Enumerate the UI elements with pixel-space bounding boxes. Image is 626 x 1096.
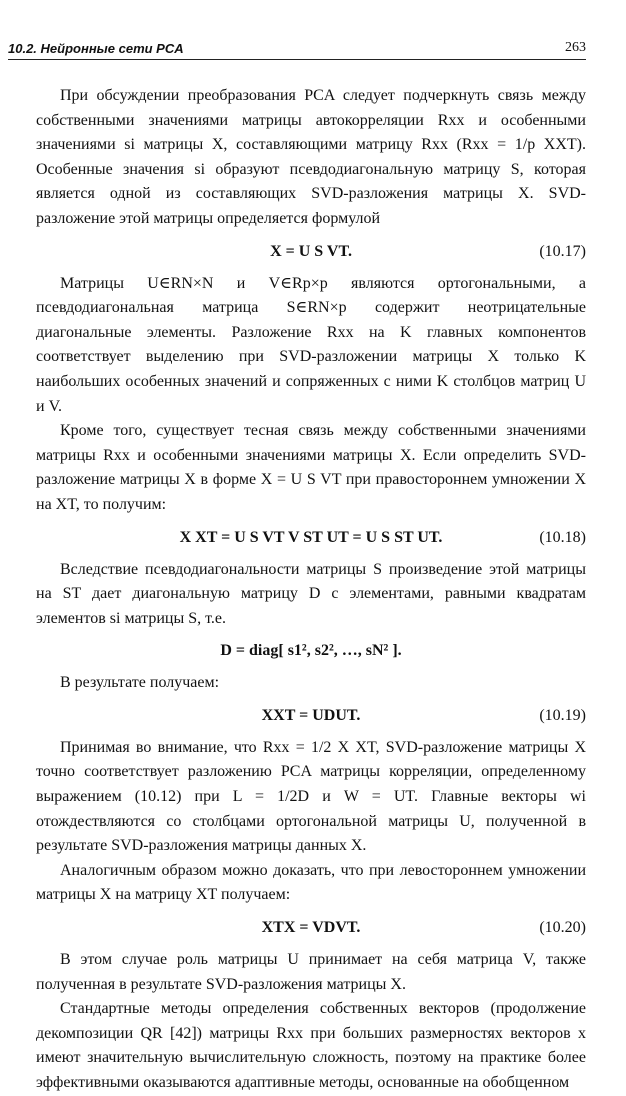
equation [36, 698, 586, 734]
paragraph: Вследствие псевдодиагональности матрицы S произведение этой матрицы на ST дает диагональную матрицу D с элементами, равными квадратам элементов si матрицы S, т.е. [36, 560, 586, 627]
page-body [36, 84, 586, 1096]
page-number: 263 [565, 40, 586, 55]
equation-formula: XTX = VDVT. [261, 919, 361, 937]
page-header [8, 40, 586, 60]
equation-number: (10.18) [539, 528, 586, 546]
equation-formula: D = diag[ s1², s2², …, sN² ]. [220, 642, 402, 660]
equation-formula: XXT = UDUT. [261, 706, 361, 724]
paragraph: В результате получаем: [60, 674, 220, 692]
paragraph: Стандартные методы определения собственных векторов (продолжение декомпозиции QR [42]) матрицы Rxx при больших размерностях векторов x имеют значительную вычислительную сложность, поэтому на практике более эффективными оказываются адаптивные методы, основанные на обобщенном [36, 1000, 586, 1091]
paragraph: При обсуждении преобразования PCA следует подчеркнуть связь между собственными значениями матрицы автокорреляции Rxx и особенными значениями si матрицы X, составляющими матрицу Rxx (Rxx = 1/p XXT). Особенные значения si образуют псевдодиагональную матрицу S, которая является одной из составляющих SVD-разложения матрицы X. SVD-разложение этой матрицы определяется формулой [36, 87, 586, 227]
section-title: 10.2. Нейронные сети PCA [8, 41, 184, 56]
paragraph: В этом случае роль матрицы U принимает на себя матрица V, также полученная в результате SVD-разложения матрицы X. [36, 951, 586, 993]
equation [36, 234, 586, 270]
equation-formula: X XT = U S VT V ST UT = U S ST UT. [179, 528, 443, 546]
equation-number: (10.20) [539, 919, 586, 937]
equation [36, 520, 586, 556]
equation-formula: X = U S VT. [270, 242, 352, 260]
paragraph: Кроме того, существует тесная связь между собственными значениями матрицы Rxx и особенными значениями матрицы X. Если определить SVD-разложение матрицы X в форме X = U S VT при правостороннем умножении X на XT, то получим: [36, 422, 586, 513]
equation [36, 910, 586, 946]
equation-number: (10.17) [539, 242, 586, 260]
paragraph: Принимая во внимание, что Rxx = 1/2 X XT, SVD-разложение матрицы X точно соответствует разложению PCA матрицы корреляции, определенному выражением (10.12) при L = 1/2D и W = UT. Главные векторы wi отождествляются со столбцами ортогональной матрицы U, полученной в результате SVD-разложения матрицы данных X. [36, 738, 586, 855]
paragraph: Аналогичным образом можно доказать, что при левостороннем умножении матрицы X на матрицу XT получаем: [36, 861, 586, 904]
paragraph: Матрицы U∈RN×N и V∈Rp×p являются ортогональными, а псевдодиагональная матрица S∈RN×p содержит неотрицательные диагональные элементы. Разложение Rxx на K главных компонентов соответствует выделению при SVD-разложении матрицы X только K наибольших особенных значений и сопряженных с ними K столбцов матриц U и V. [36, 274, 586, 415]
equation [36, 633, 586, 669]
equation-number: (10.19) [539, 706, 586, 724]
